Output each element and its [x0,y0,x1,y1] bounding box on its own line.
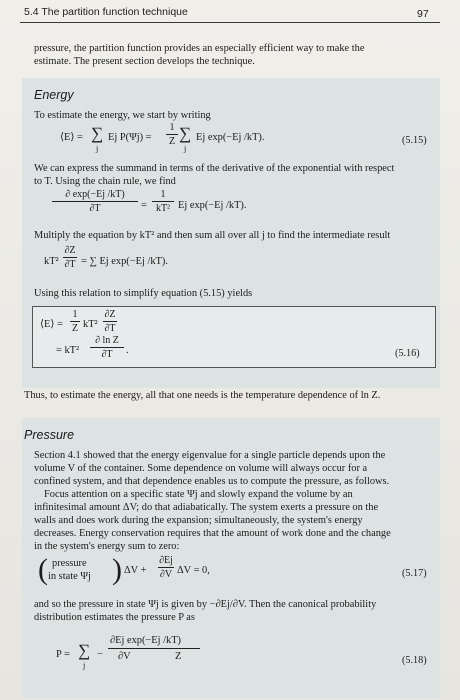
eq515-lhs: ⟨E⟩ = [60,132,83,143]
energy-text-4: Multiply the equation by kT² and then sum all over all j to find the intermediate result [34,230,391,241]
eq516-number: (5.16) [395,348,420,359]
eq517-end: ΔV = 0, [177,565,210,576]
derivative-coef-num: 1 [160,189,166,200]
header-rule [20,22,440,23]
eq515-fraction [166,122,178,147]
multiplied-rhs: = ∑ Ej exp(−Ej /kT). [81,256,168,267]
pressure-text-9: and so the pressure in state Ψj is given by −∂Ej/∂V. Then the canonical probability [34,599,377,610]
eq516-fb-num: ∂Z [104,309,116,320]
pressure-heading: Pressure [24,428,75,442]
multiplied-den: ∂T [64,259,76,270]
energy-text-6: Thus, to estimate the energy, all that one needs is the temperature dependence of ln Z. [24,390,381,401]
eq518-fraction-bar [108,648,200,649]
eq515-mid: Ej P(Ψj) = [108,132,152,143]
sum-index: j [83,661,86,670]
derivative-coef-den: kT² [155,203,171,214]
pressure-text-4: Focus attention on a specific state Ψj and slowly expand the volume by an [44,489,353,500]
eq515-rhs: Ej exp(−Ej /kT). [196,132,265,143]
eq518-number: (5.18) [402,655,427,666]
eq517-paren-close: ) [112,553,122,586]
energy-text-1: To estimate the energy, we start by writing [34,110,211,121]
eq517-pressure-label: pressure [52,558,87,569]
energy-text-5: Using this relation to simplify equation (5.15) yields [34,288,253,299]
derivative-equals: = [141,200,147,211]
running-header: 5.4 The partition function technique [24,6,188,18]
eq515-frac-den: Z [168,136,176,147]
pressure-text-7: decreases. Energy conservation requires that the amount of work done and the change [34,528,391,539]
eq518-dv: ∂V [118,651,131,662]
derivative-fraction [52,189,138,214]
intro-line-2: estimate. The present section develops the technique. [34,56,255,67]
pressure-text-10: distribution estimates the pressure P as [34,612,195,623]
eq516-fb-den: ∂T [104,323,116,334]
multiplied-kt2: kT² [44,256,59,267]
eq516-fa-den: Z [71,323,79,334]
eq516-lhs: ⟨E⟩ = [40,319,63,330]
eq516-fraction-b [103,309,117,334]
eq516-kt2: kT² [83,319,98,330]
sum-symbol: ∑ [179,124,192,143]
sum-index: j [184,144,187,153]
eq516-fraction-a [70,309,80,334]
eq518-minus: − [97,649,103,660]
eq516-fa-num: 1 [72,309,78,320]
sum-symbol: ∑ [91,124,104,143]
intro-line-1: pressure, the partition function provides an especially efficient way to make the [34,43,365,54]
pressure-text-5: infinitesimal amount ΔV; do that adiabatically. The system exerts a pressure on the [34,502,379,513]
derivative-rhs: Ej exp(−Ej /kT). [178,200,247,211]
energy-text-2: We can express the summand in terms of the derivative of the exponential with respect [34,163,395,174]
energy-heading: Energy [34,88,74,102]
eq518-lhs: P = [56,649,70,660]
eq515-frac-num: 1 [169,122,175,133]
multiplied-fraction [63,245,77,270]
derivative-den: ∂T [89,203,101,214]
eq516-period: . [126,345,129,356]
eq516-b-lhs: = kT² [56,345,80,356]
multiplied-num: ∂Z [64,245,76,256]
page-number: 97 [417,8,429,20]
derivative-num: ∂ exp(−Ej /kT) [65,189,125,200]
eq516-fraction-c [90,335,124,360]
eq518-z: Z [175,651,182,662]
eq516-fc-num: ∂ ln Z [95,335,119,346]
derivative-coef [152,189,174,214]
eq517-paren-open: ( [38,553,48,586]
sum-symbol: ∑ [78,641,91,660]
pressure-text-1: Section 4.1 showed that the energy eigenvalue for a single particle depends upon the [34,450,386,461]
eq517-state-label: in state Ψj [48,571,91,582]
eq517-dv: ΔV + [124,565,147,576]
eq517-frac-den: ∂V [159,569,173,580]
pressure-text-6: walls and does work during the expansion; simultaneously, the system's energy [34,515,363,526]
eq517-frac-num: ∂Ej [159,555,173,566]
pressure-text-3: confined system, and that dependence enables us to compute the pressure, as follows. [34,476,390,487]
sum-index: j [96,144,99,153]
eq518-numerator: ∂Ej exp(−Ej /kT) [110,635,182,646]
eq515-number: (5.15) [402,135,427,146]
pressure-text-2: volume V of the container. Some dependence on volume will always occur for a [34,463,368,474]
eq517-number: (5.17) [402,568,427,579]
eq517-fraction [158,555,174,580]
eq516-fc-den: ∂T [101,349,113,360]
pressure-text-8: in the system's energy sum to zero: [34,541,180,552]
energy-text-3: to T. Using the chain rule, we find [34,176,176,187]
